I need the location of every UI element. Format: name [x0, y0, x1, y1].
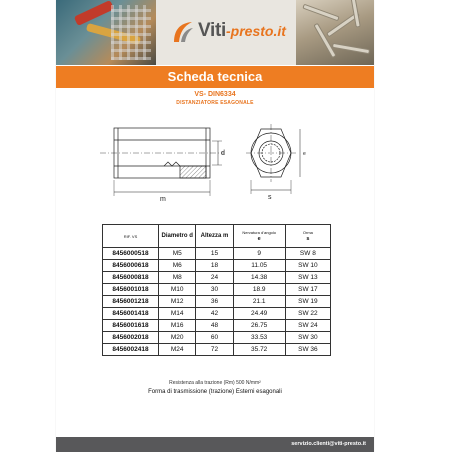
header-orma-symbol: s [306, 236, 310, 242]
cell-diameter: M10 [158, 284, 195, 296]
cell-ref: 8456001018 [103, 284, 159, 296]
drawing-label-d: d [221, 150, 225, 157]
cell-ref: 8456000518 [103, 248, 159, 260]
cell-orma: SW 10 [285, 260, 330, 272]
page-title: Scheda tecnica [167, 69, 263, 84]
cell-orma: SW 22 [285, 308, 330, 320]
cell-height: 18 [196, 260, 233, 272]
cell-ref: 8456001418 [103, 308, 159, 320]
table-row [103, 284, 331, 296]
transmission-note: Forma di trasmissione (trazione) Esterni esagonali [148, 389, 282, 395]
cell-height: 24 [196, 272, 233, 284]
title-bar [56, 66, 374, 88]
table-row [103, 296, 331, 308]
cell-orma: SW 36 [285, 344, 330, 356]
cell-rib: 35.72 [233, 344, 285, 356]
product-code: VS- DIN6334 [194, 91, 236, 98]
header-diameter: Diametro d [158, 225, 195, 248]
cell-rib: 18.9 [233, 284, 285, 296]
table-row [103, 320, 331, 332]
cell-diameter: M5 [158, 248, 195, 260]
tools-photo [56, 0, 156, 65]
cell-orma: SW 30 [285, 332, 330, 344]
cell-diameter: M16 [158, 320, 195, 332]
side-view [100, 128, 224, 196]
cell-diameter: M6 [158, 260, 195, 272]
header-rib-symbol: e [257, 236, 261, 242]
spec-table-body [103, 248, 331, 356]
cell-rib: 9 [233, 248, 285, 260]
swoosh-logo-icon [172, 20, 194, 44]
brand-name: Viti [198, 20, 227, 41]
cell-height: 30 [196, 284, 233, 296]
drawing-label-s: s [268, 194, 272, 201]
table-row [103, 272, 331, 284]
table-row [103, 308, 331, 320]
cell-orma: SW 17 [285, 284, 330, 296]
footer-bar [56, 437, 374, 452]
cell-orma: SW 19 [285, 296, 330, 308]
cell-rib: 33.53 [233, 332, 285, 344]
header-banner [56, 0, 374, 65]
header-rib-label: Nervatura d'angolo [242, 230, 277, 235]
cell-ref: 8456002418 [103, 344, 159, 356]
table-row [103, 332, 331, 344]
cell-diameter: M12 [158, 296, 195, 308]
table-row [103, 260, 331, 272]
cell-height: 42 [196, 308, 233, 320]
cell-diameter: M14 [158, 308, 195, 320]
cell-orma: SW 13 [285, 272, 330, 284]
cell-rib: 24.49 [233, 308, 285, 320]
cell-rib: 11.05 [233, 260, 285, 272]
header-ref: RIF. VS [103, 225, 159, 248]
header-rib [233, 225, 285, 248]
cell-height: 36 [196, 296, 233, 308]
brand-domain: -presto.it [226, 23, 286, 39]
header-height: Altezza m [196, 225, 233, 248]
technical-drawing [56, 108, 374, 208]
front-view [246, 124, 300, 194]
header-orma-label: Orma [302, 230, 313, 235]
cell-orma: SW 8 [285, 248, 330, 260]
drawing-label-m: m [160, 196, 166, 203]
screws-photo [296, 0, 374, 65]
datasheet-page [56, 0, 374, 452]
cell-diameter: M20 [158, 332, 195, 344]
cell-rib: 26.75 [233, 320, 285, 332]
contact-email[interactable]: servizio.clienti@viti-presto.it [291, 441, 366, 447]
header-orma [285, 225, 330, 248]
cell-ref: 8456001218 [103, 296, 159, 308]
cell-ref: 8456001618 [103, 320, 159, 332]
table-header-row [103, 225, 331, 248]
table-row [103, 344, 331, 356]
cell-rib: 14.38 [233, 272, 285, 284]
strength-note: Resistenza alla trazione (Rm) 500 N/mm² [169, 380, 261, 386]
cell-ref: 8456000818 [103, 272, 159, 284]
drawing-label-e: e [303, 151, 306, 157]
cell-rib: 21.1 [233, 296, 285, 308]
cell-ref: 8456002018 [103, 332, 159, 344]
cell-diameter: M24 [158, 344, 195, 356]
cell-diameter: M8 [158, 272, 195, 284]
cell-ref: 8456000618 [103, 260, 159, 272]
product-description: DISTANZIATORE ESAGONALE [176, 100, 254, 106]
cell-orma: SW 24 [285, 320, 330, 332]
cell-height: 15 [196, 248, 233, 260]
cell-height: 60 [196, 332, 233, 344]
table-row [103, 248, 331, 260]
cell-height: 48 [196, 320, 233, 332]
cell-height: 72 [196, 344, 233, 356]
spec-table [102, 224, 331, 356]
